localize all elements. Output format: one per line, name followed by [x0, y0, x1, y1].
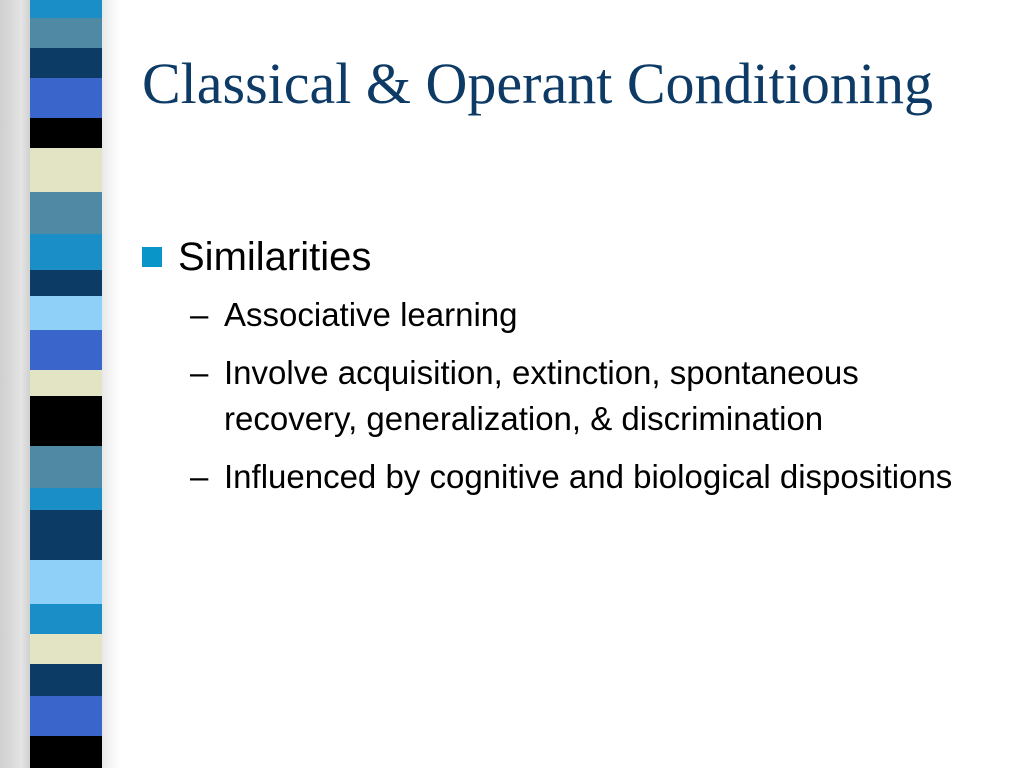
stripe-segment	[30, 604, 102, 634]
stripe-segment	[30, 48, 102, 78]
dash-marker: –	[190, 458, 209, 495]
stripe-segment	[30, 396, 102, 446]
dash-marker: –	[190, 354, 209, 391]
slide-title: Classical & Operant Conditioning	[142, 51, 933, 116]
stripe-segment	[30, 510, 102, 560]
bullet-item	[142, 228, 982, 286]
sub-bullet-text: Associative learning	[224, 296, 518, 333]
stripe-segment	[30, 370, 102, 396]
side-stripe	[30, 0, 102, 768]
stripe-segment	[30, 148, 102, 192]
sub-bullet-text: Involve acquisition, extinction, spontaneous recovery, generalization, & discrimination	[224, 354, 859, 437]
stripe-segment	[30, 118, 102, 148]
stripe-segment	[30, 18, 102, 48]
slide-content	[142, 228, 982, 512]
stripe-segment	[30, 330, 102, 370]
stripe-segment	[30, 192, 102, 234]
stripe-segment	[30, 696, 102, 736]
stripe-segment	[30, 446, 102, 488]
sub-bullet-item	[190, 292, 982, 338]
stripe-segment	[30, 664, 102, 696]
sub-bullet-item	[190, 454, 982, 500]
stripe-segment	[30, 488, 102, 510]
bullet-label: Similarities	[178, 235, 372, 279]
sub-bullet-list	[142, 292, 982, 500]
square-bullet-icon	[142, 247, 162, 267]
dash-marker: –	[190, 296, 209, 333]
sub-bullet-item	[190, 350, 982, 442]
stripe-segment	[30, 736, 102, 768]
stripe-segment	[30, 560, 102, 604]
stripe-segment	[30, 634, 102, 664]
sub-bullet-text: Influenced by cognitive and biological dispositions	[224, 458, 953, 495]
stripe-segment	[30, 296, 102, 330]
stripe-segment	[30, 270, 102, 296]
stripe-segment	[30, 0, 102, 18]
stripe-segment	[30, 234, 102, 270]
stripe-segment	[30, 78, 102, 118]
